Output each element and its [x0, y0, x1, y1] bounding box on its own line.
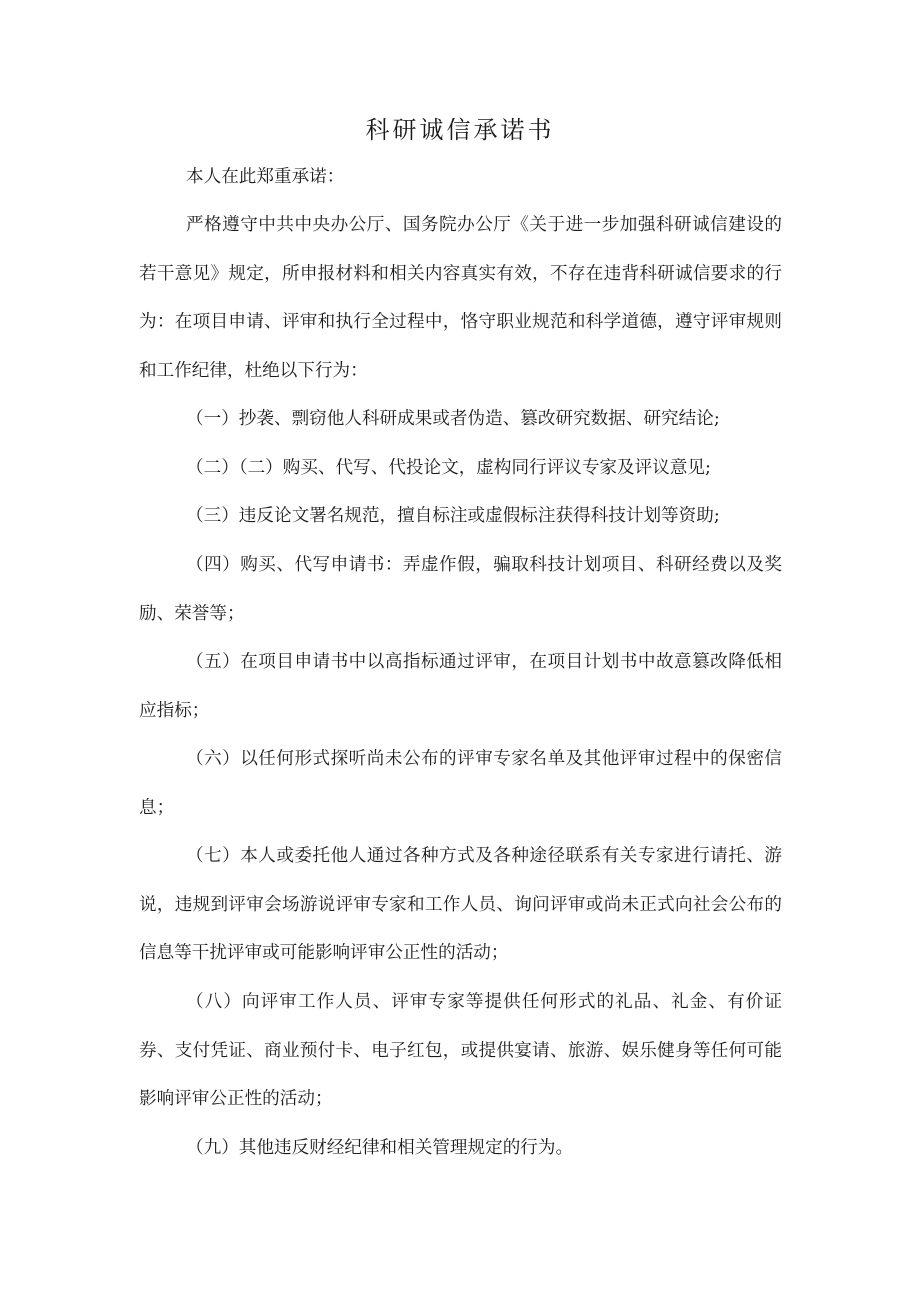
paragraph-item-1: （一）抄袭、剽窃他人科研成果或者伪造、篡改研究数据、研究结论; — [186, 409, 720, 429]
paragraph-item-9: （九）其他违反财经纪律和相关管理规定的行为。 — [186, 1138, 574, 1158]
paragraph-item-8: （八）向评审工作人员、评审专家等提供任何形式的礼品、礼金、有价证券、支付凭证、商业预付卡、电子红包，或提供宴请、旅游、娱乐健身等任何可能影响评审公正性的活动； — [139, 992, 782, 1109]
paragraph-item-6: （六）以任何形式探听尚未公布的评审专家名单及其他评审过程中的保密信息； — [139, 749, 782, 818]
paragraph-item-5: （五）在项目申请书中以高指标通过评审，在项目计划书中故意篡改降低相应指标； — [139, 652, 782, 721]
paragraph-item-2: （二）（二）购买、代写、代投论文，虚构同行评议专家及评议意见; — [186, 458, 711, 478]
paragraph-pledge-intro: 本人在此郑重承诺： — [186, 167, 345, 187]
document-title: 科研诚信承诺书 — [365, 116, 555, 144]
paragraph-item-7: （七）本人或委托他人通过各种方式及各种途径联系有关专家进行请托、游说，违规到评审会场游说评审专家和工作人员、询问评审或尚未正式向社会公布的信息等干扰评审或可能影响评审公正性的活动； — [139, 846, 782, 963]
paragraph-item-3: （三）违反论文署名规范，擅自标注或虚假标注获得科技计划等资助; — [186, 506, 720, 526]
paragraph-item-4: （四）购买、代写申请书：弄虚作假，骗取科技计划项目、科研经费以及奖励、荣誉等； — [139, 555, 782, 624]
paragraph-compliance: 严格遵守中共中央办公厅、国务院办公厅《关于进一步加强科研诚信建设的若干意见》规定，所申报材料和相关内容真实有效，不存在违背科研诚信要求的行为：在项目申请、评审和执行全过程中，恪守职业规范和科学道德，遵守评审规则和工作纪律，杜绝以下行为： — [139, 215, 782, 381]
